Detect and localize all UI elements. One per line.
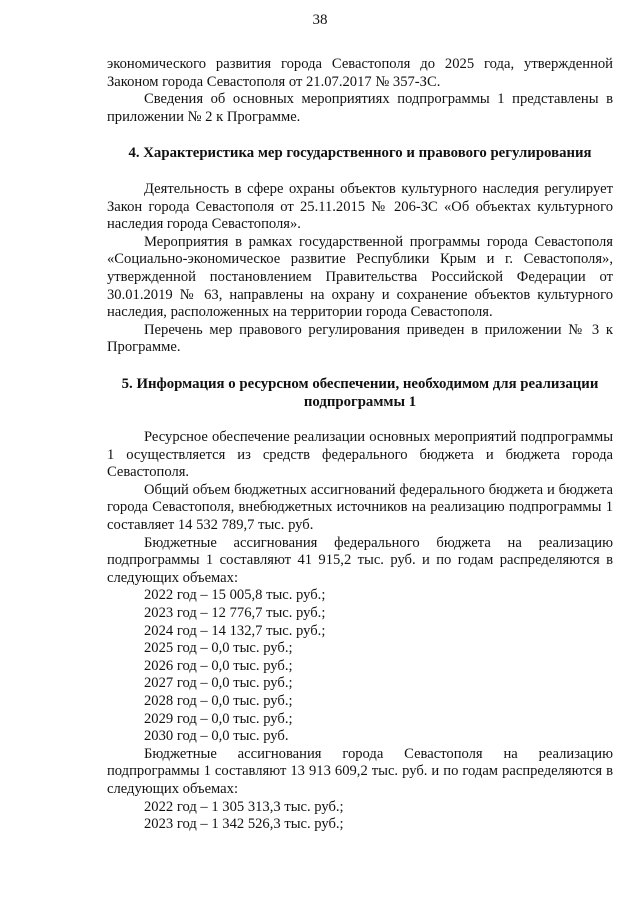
- paragraph: Общий объем бюджетных ассигнований федерального бюджета и бюджета города Севастополя, внебюджетных источников на реализацию подпрограммы 1 составляет 14 532 789,7 тыс. руб.: [107, 481, 613, 534]
- list-item: 2025 год – 0,0 тыс. руб.;: [144, 640, 293, 657]
- list-item: 2028 год – 0,0 тыс. руб.;: [144, 693, 293, 709]
- list-item: 2022 год – 15 005,8 тыс. руб.;: [144, 587, 326, 604]
- paragraph: Бюджетные ассигнования города Севастополя на реализацию подпрограммы 1 составляют 13 913 609,2 тыс. руб. и по годам распределяются в следующих объемах:: [107, 745, 613, 797]
- paragraph: Сведения об основных мероприятиях подпрограммы 1 представлены в приложении № 2 к Программе.: [107, 91, 613, 125]
- paragraph: Деятельность в сфере охраны объектов культурного наследия регулирует Закон города Севастополя от 25.11.2015 № 206-ЗС «Об объектах культурного наследия города Севастополя».: [107, 180, 613, 233]
- page-body: [107, 56, 613, 834]
- list-item: 2023 год – 1 342 526,3 тыс. руб.;: [144, 816, 344, 833]
- paragraph: Ресурсное обеспечение реализации основных мероприятий подпрограммы 1 осуществляется из средств федерального бюджета и бюджета города Севастополя.: [107, 429, 613, 481]
- city-budget-by-year-list: [107, 799, 613, 834]
- list-item: 2026 год – 0,0 тыс. руб.;: [144, 657, 293, 674]
- section-heading: 4. Характеристика мер государственного и правового регулирования: [128, 145, 592, 162]
- paragraph: экономического развития города Севастополя до 2025 года, утвержденной Законом города Севастополя от 21.07.2017 № 357-ЗС.: [107, 56, 613, 90]
- list-item: 2024 год – 14 132,7 тыс. руб.;: [144, 622, 326, 639]
- section-heading: 5. Информация о ресурсном обеспечении, необходимом для реализации подпрограммы 1: [121, 375, 599, 410]
- list-item: 2030 год – 0,0 тыс. руб.: [144, 728, 289, 745]
- list-item: 2029 год – 0,0 тыс. руб.;: [144, 710, 293, 727]
- paragraph: Перечень мер правового регулирования приведен в приложении № 3 к Программе.: [107, 321, 613, 356]
- paragraph: Мероприятия в рамках государственной программы города Севастополя «Социально-экономическое развитие Республики Крым и г. Севастополя», утвержденной постановлением Правительства Российской Федерации от 30.01.2019 № 63, направлены на охрану и сохранение объектов культурного наследия, расположенных на территории города Севастополя.: [107, 233, 613, 321]
- paragraph: Бюджетные ассигнования федерального бюджета на реализацию подпрограммы 1 составляют 41 915,2 тыс. руб. и по годам распределяются в следующих объемах:: [107, 534, 613, 586]
- list-item: 2023 год – 12 776,7 тыс. руб.;: [144, 605, 326, 622]
- list-item: 2027 год – 0,0 тыс. руб.;: [144, 675, 293, 692]
- page-number: 38: [312, 12, 328, 28]
- federal-budget-by-year-list: [107, 587, 613, 745]
- list-item: 2022 год – 1 305 313,3 тыс. руб.;: [144, 798, 344, 815]
